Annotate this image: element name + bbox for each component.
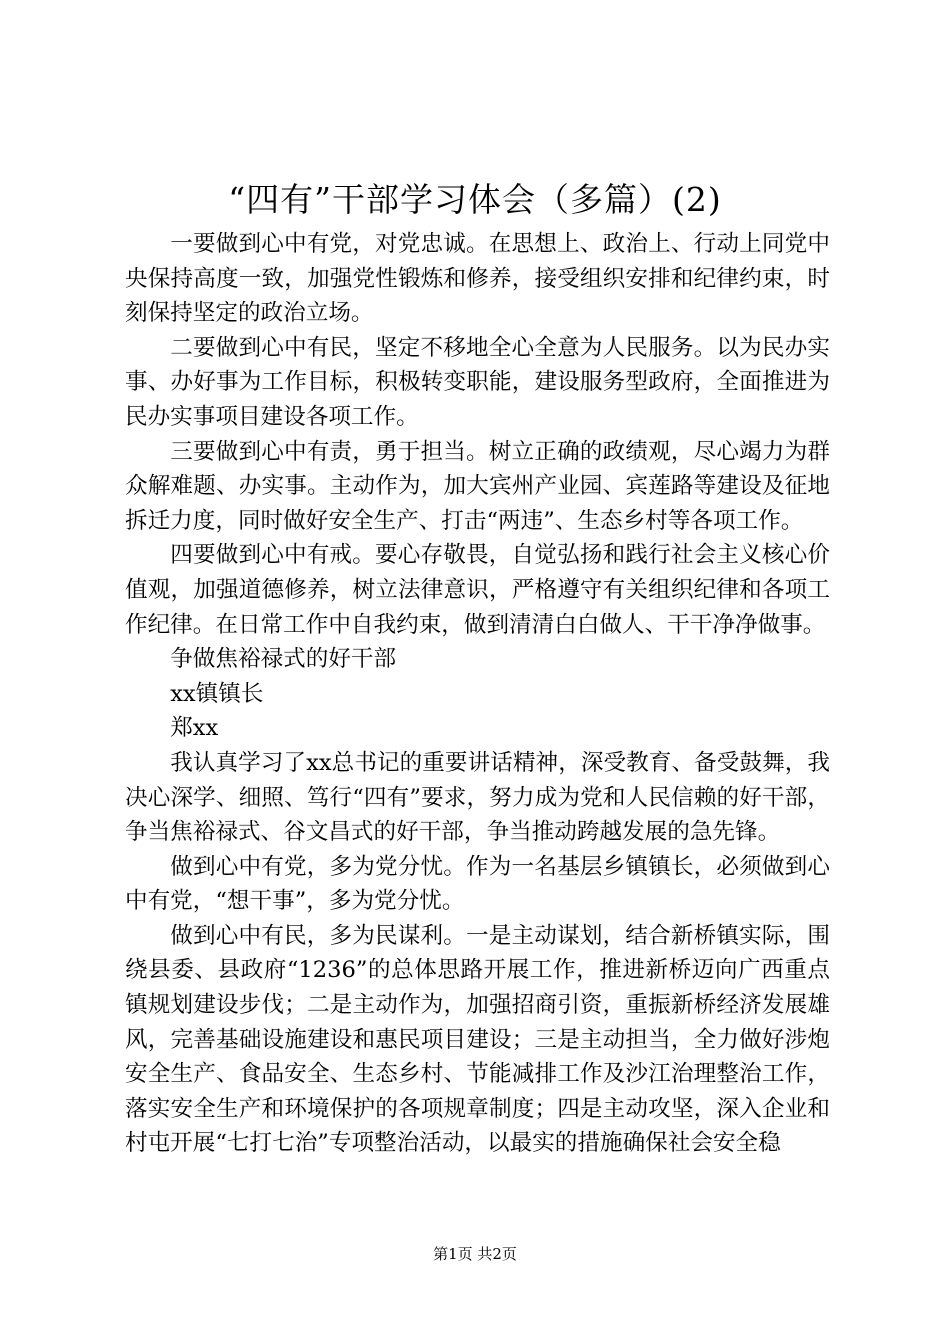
- document-title: “四有”干部学习体会（多篇）(2): [228, 180, 722, 219]
- section-heading: 争做焦裕禄式的好干部: [170, 646, 397, 673]
- paragraph: 我认真学习了xx总书记的重要讲话精神，深受教育、备受鼓舞，我决心深学、细照、笃行“四有”要求，努力成为党和人民信赖的好干部，争当焦裕禄式、谷文昌式的好干部，争当推动跨越发展的急先锋。: [125, 749, 830, 846]
- page-number-footer: 第1页 共2页: [433, 1245, 517, 1263]
- paragraph: 二要做到心中有民，坚定不移地全心全意为人民服务。以为民办实事、办好事为工作目标，积极转变职能，建设服务型政府，全面推进为民办实事项目建设各项工作。: [125, 334, 830, 430]
- author-position: xx镇镇长: [170, 680, 264, 707]
- author-name: 郑xx: [170, 715, 219, 742]
- paragraph: 做到心中有党，多为党分忧。作为一名基层乡镇镇长，必须做到心中有党，“想干事”，多为党分忧。: [125, 853, 830, 915]
- paragraph: 四要做到心中有戒。要心存敬畏，自觉弘扬和践行社会主义核心价值观，加强道德修养，树立法律意识，严格遵守有关组织纪律和各项工作纪律。在日常工作中自我约束，做到清清白白做人、干干净净做事。: [125, 542, 830, 638]
- paragraph: 三要做到心中有责，勇于担当。树立正确的政绩观，尽心竭力为群众解难题、办实事。主动作为，加大宾州产业园、宾莲路等建设及征地拆迁力度，同时做好安全生产、打击“两违”、生态乡村等各项工作。: [125, 438, 830, 534]
- paragraph: 做到心中有民，多为民谋利。一是主动谋划，结合新桥镇实际，围绕县委、县政府“1236”的总体思路开展工作，推进新桥迈向广西重点镇规划建设步伐；二是主动作为，加强招商引资，重振新桥经济发展雄风，完善基础设施建设和惠民项目建设；三是主动担当，全力做好涉炮安全生产、食品安全、生态乡村、节能减排工作及沙江治理整治工作，落实安全生产和环境保护的各项规章制度；四是主动攻坚，深入企业和村屯开展“七打七治”专项整治活动，以最实的措施确保社会安全稳: [125, 922, 830, 1157]
- paragraph: 一要做到心中有党，对党忠诚。在思想上、政治上、行动上同党中央保持高度一致，加强党性锻炼和修养，接受组织安排和纪律约束，时刻保持坚定的政治立场。: [125, 231, 830, 327]
- document-body: [125, 227, 830, 1161]
